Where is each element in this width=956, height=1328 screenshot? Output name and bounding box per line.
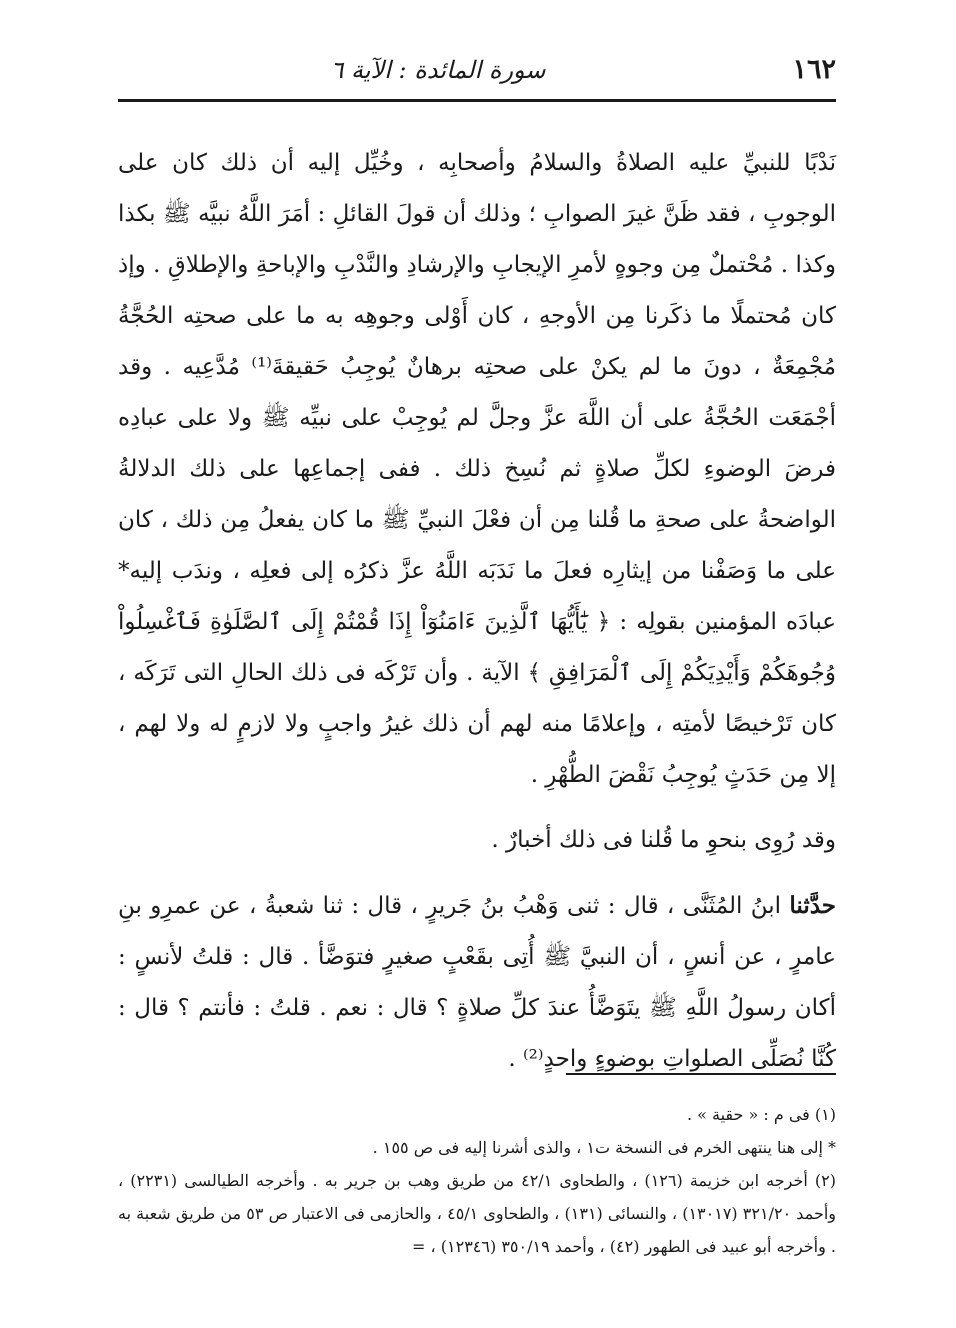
running-title: سورة المائدة : الآية ٦ xyxy=(330,56,546,84)
footnotes xyxy=(118,1098,836,1263)
main-text xyxy=(118,138,836,1085)
hadith-lead-word: حدَّثنا xyxy=(789,892,837,919)
footnote-star: * إلى هنا ينتهى الخرم فى النسخة ت١ ، والذى أشرنا إليه فى ص ١٥٥ . xyxy=(372,1138,836,1157)
hadith-text: ابنُ المُثَنَّى ، قال : ثنى وَهْبُ بنُ جَريرٍ ، قال : ثنا شعبةُ ، عن عمرِو بنِ عامرٍ ، عن أنسٍ ، أن النبيَّ ﷺ أُتِى بقَعْبٍ صغيرٍ فتوَضَّأ . قال : قلتُ لأنسٍ : أكان رسولُ اللَّهِ ﷺ يتَوَضَّأُ عندَ كلِّ صلاةٍ ؟ قال : نعم . قلتُ : فأنتم ؟ قال : كُنَّا نُصَلِّى الصلواتِ بوضوءٍ واحدٍ⁽²⁾ . xyxy=(118,893,836,1072)
page-number: ١٦٢ xyxy=(792,54,836,85)
footnote-separator xyxy=(566,1073,836,1075)
header-rule xyxy=(118,99,836,102)
page-header xyxy=(118,50,836,98)
paragraph-hadith xyxy=(118,880,836,1085)
footnote-1: (١) فى م : « حقية » . xyxy=(686,1105,836,1124)
paragraph-transition: وقد رُوِى بنحوِ ما قُلنا فى ذلك أخبارٌ . xyxy=(491,827,836,853)
footnote-2: (٢) أخرجه ابن خزيمة (١٢٦) ، والطحاوى ٤٢/١ من طريق وهب بن جرير به . وأخرجه الطيالسى (٢٢٣١) ، وأحمد ٣٢١/٢٠ (١٣٠١٧) ، والنسائى (١٣١) ، والطحاوى ٤٥/١ ، والحازمى فى الاعتبار ص ٥٣ من طريق شعبة به . وأخرجه أبو عبيد فى الطهور (٤٢) ، وأحمد ٣٥٠/١٩ (١٢٣٤٦) ، = xyxy=(118,1171,837,1256)
paragraph-commentary: نَدْبًا للنبيِّ عليه الصلاةُ والسلامُ وأصحابِه ، وخُيِّل إليه أن ذلك كان على الوجوبِ ، فقد ظَنَّ غيرَ الصوابِ ؛ وذلك أن قولَ القائلِ : أمَرَ اللَّهُ نبيَّه ﷺ بكذا وكذا . مُحْتملٌ مِن وجوهٍ لأمرِ الإيجابِ والإرشادِ والنَّدْبِ والإباحةِ والإطلاقِ . وإذ كان مُحتملًا ما ذكَرنا مِن الأوجهِ ، كان أَوْلى وجوهِه به ما على صحتِه الحُجَّةُ مُجْمِعَةٌ ، دونَ ما لم يكنْ على صحتِه برهانٌ يُوجِبُ حَقيقةَ⁽¹⁾ مُدَّعِيه . وقد أجْمَعَت الحُجَّةُ على أن اللَّهَ عزَّ وجلَّ لم يُوجِبْ على نبيِّه ﷺ ولا على عبادِه فرضَ الوضوءِ لكلِّ صلاةٍ ثم نُسِخ ذلك . ففى إجماعِها على ذلك الدلالةُ الواضحةُ على صحةِ ما قُلنا مِن أن فعْلَ النبيِّ ﷺ ما كان يفعلُ مِن ذلك ، كان على ما وَصَفْنا من إيثارِه فعلَ ما نَدَبَه اللَّهُ عزَّ ذكرُه إلى فعلِه ، وندَب إليه* عبادَه المؤمنين بقولِه : ﴿ يَٰٓأَيُّهَا ٱلَّذِينَ ءَامَنُوٓاْ إِذَا قُمْتُمْ إِلَى ٱلصَّلَوٰةِ فَٱغْسِلُواْ وُجُوهَكُمْ وَأَيْدِيَكُمْ إِلَى ٱلْمَرَافِقِ ﴾ الآية . وأن تَرْكَه فى ذلك الحالِ التى تَرَكَه ، كان تَرْخيصًا لأمتِه ، وإعلامًا منه لهم أن ذلك غيرُ واجبٍ ولا لازمٍ له ولا لهم ، إلا مِن حَدَثٍ يُوجِبُ نَقْضَ الطُّهْرِ . xyxy=(118,150,836,788)
